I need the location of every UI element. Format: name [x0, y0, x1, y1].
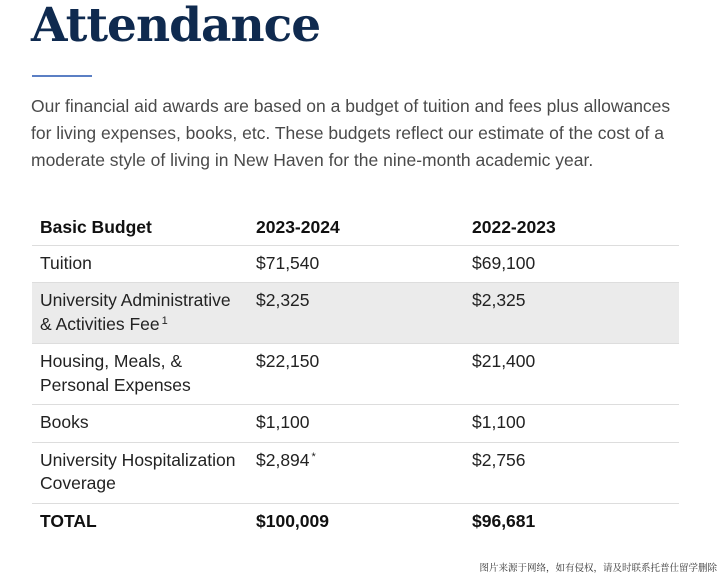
row-value-2022-2023: $1,100 [464, 405, 679, 443]
header-2022-2023: 2022-2023 [464, 210, 679, 245]
title-underline [32, 75, 92, 77]
page-title: Attendance [31, 0, 321, 53]
header-2023-2024: 2023-2024 [248, 210, 464, 245]
row-label: Tuition [32, 245, 248, 283]
table-row-total [32, 503, 679, 540]
row-value-2022-2023: $2,756 [464, 442, 679, 503]
row-value-2023-2024: $2,325 [248, 283, 464, 344]
row-value-2022-2023: $2,325 [464, 283, 679, 344]
footnote-marker[interactable]: 1 [161, 314, 168, 327]
total-label: TOTAL [40, 510, 97, 531]
table-header-row [32, 210, 679, 245]
row-value-2023-2024: $22,150 [248, 344, 464, 405]
row-value-2023-2024: $2,894 [256, 449, 310, 470]
total-value-2023-2024: $100,009 [256, 510, 329, 531]
row-label: Books [32, 405, 248, 443]
header-basic-budget: Basic Budget [32, 210, 248, 245]
row-value-2022-2023: $21,400 [464, 344, 679, 405]
row-label: Housing, Meals, & Personal Expenses [32, 344, 248, 405]
row-value-2022-2023: $69,100 [464, 245, 679, 283]
table-row-tuition [32, 245, 679, 283]
row-label-cell [32, 283, 248, 344]
table-row-hospitalization [32, 442, 679, 503]
total-value-2022-2023: $96,681 [472, 510, 536, 531]
table-row-books [32, 405, 679, 443]
intro-paragraph: Our financial aid awards are based on a budget of tuition and fees plus allowances for living expenses, books, etc. These budgets reflect our estimate of the cost of a moderate style of living in New Haven for the nine-month academic year. [31, 96, 671, 170]
row-label: University Hospitalization Coverage [32, 442, 248, 503]
row-label: University Administrative & Activities Fee [40, 290, 231, 334]
row-value-2023-2024: $71,540 [248, 245, 464, 283]
image-source-watermark: 图片来源于网络，如有侵权，请及时联系托普仕留学删除 [479, 563, 717, 574]
budget-table [32, 210, 679, 540]
row-value-2023-2024-cell [248, 442, 464, 503]
table-row-admin-fee [32, 283, 679, 344]
table-row-housing [32, 344, 679, 405]
asterisk-marker: * [311, 450, 316, 463]
row-value-2023-2024: $1,100 [248, 405, 464, 443]
